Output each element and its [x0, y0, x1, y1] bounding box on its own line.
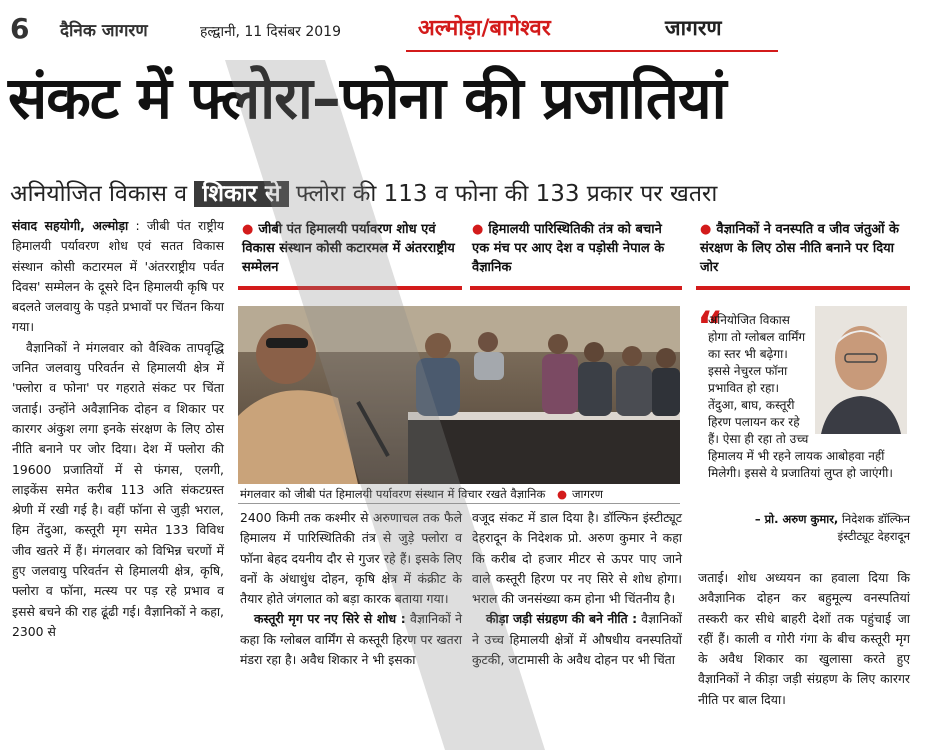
page-number: 6	[10, 12, 30, 45]
col4-paragraph-1: जताई। शोध अध्ययन का हवाला दिया कि अवैज्ञानिक दोहन कर बहुमूल्य वनस्पतियां तस्करी कर सीधे बाहरी देशों तक पहुंचाई जा रहीं हैं। काली व गोरी गंगा के बीच कस्तूरी मृग के अवैध शिकार का खुलासा करते हुए वैज्ञानिकों ने कीड़ा जड़ी संग्रहण के लिए कारगर नीति पर बाल दिया।	[698, 570, 910, 707]
caption-divider	[238, 503, 680, 504]
col1-paragraph-1: जीबी पंत राष्ट्रीय हिमालयी पर्यावरण शोध एवं सतत विकास संस्थान कोसी कटारमल में 'अंतरराष्ट्रीय पर्वत दिवस' सम्मेलन के दूसरे दिन हिमालयी कृषि पर बदलते जलवायु के पड़ते प्रभावों पर चिंतन किया गया।	[12, 218, 224, 335]
quote-float-spacer	[812, 312, 908, 432]
subheadline-before: अनियोजित विकास व	[10, 181, 195, 207]
conference-photo-illustration	[238, 306, 680, 484]
edition-underline	[406, 50, 778, 52]
photo-caption-text: मंगलवार को जीबी पंत हिमालयी पर्यावरण संस्थान में विचार रखते वैज्ञानिक	[240, 487, 546, 501]
edition-brand: जागरण	[665, 16, 722, 40]
col3-paragraph-1: वजूद संकट में डाल दिया है। डॉल्फिन इंस्टीट्यूट देहरादून के निदेशक प्रो. अरुण कुमार ने कहा कि करीब दो हजार मीटर से ऊपर पाए जाने वाले कस्तूरी हिरण पर नए सिरे से शोध होगा। भराल की जनसंख्या कम होना भी चिंतनीय है।	[472, 510, 682, 607]
pull-quote-text: अनियोजित विकास होगा तो ग्लोबल वार्मिंग का स्तर भी बढ़ेगा। इससे नेचुरल फॉना प्रभावित हो रहा। तेंदुआ, बाघ, कस्तूरी हिरण पलायन कर रहे हैं। ऐसा ही रहा तो उच्च हिमालय में भी रहने लायक आबोहवा नहीं मिलेगी। इससे ये प्रजातियां लुप्त हो जाएंगी।	[708, 312, 908, 482]
quote-attribution	[720, 511, 910, 545]
highlight-1: ● जीबी पंत हिमालयी पर्यावरण शोध एवं विकास संस्थान कोसी कटारमल में अंतरराष्ट्रीय सम्मेलन	[242, 222, 455, 275]
bullet-icon: ●	[242, 222, 254, 237]
headline: संकट में फ्लोरा–फोना की प्रजातियां	[8, 64, 726, 132]
column-3	[472, 508, 682, 670]
attribution-name: – प्रो. अरुण कुमार,	[754, 512, 839, 526]
column-2	[240, 508, 462, 670]
photo-caption	[240, 487, 680, 502]
paper-name: दैनिक जागरण	[60, 21, 148, 41]
col3-subhead: कीड़ा जड़ी संग्रहण की बने नीति :	[486, 611, 638, 627]
highlight-3: ● वैज्ञानिकों ने वनस्पति व जीव जंतुओं के संरक्षण के लिए ठोस नीति बनाने पर दिया जोर	[700, 222, 900, 275]
photo-credit: जागरण	[571, 487, 603, 501]
highlight-2-bar	[470, 286, 682, 290]
subheadline	[10, 176, 717, 208]
highlight-2: ● हिमालयी पारिस्थितिकी तंत्र को बचाने एक मंच पर आए देश व पड़ोसी नेपाल के वैज्ञानिक	[472, 222, 665, 275]
column-4	[698, 568, 910, 710]
col2-subhead: कस्तूरी मृग पर नए सिरे से शोध :	[254, 611, 406, 627]
attribution-title: निदेशक डॉल्फिन इंस्टीट्यूट देहरादून	[837, 512, 910, 543]
edition-title: अल्मोड़ा/बागेश्वर	[418, 16, 551, 41]
byline: संवाद सहयोगी, अल्मोड़ा	[12, 218, 129, 233]
highlight-1-bar	[238, 286, 462, 290]
pull-quote	[708, 312, 908, 482]
subheadline-boxed: शिकार से	[194, 181, 288, 207]
bullet-icon: ●	[700, 222, 712, 237]
col2-paragraph-1: 2400 किमी तक कश्मीर से अरुणाचल तक फैले हिमालय में पारिस्थितिकी तंत्र से जुड़े फ्लोरा व फॉना बेहद दयनीय दौर से गुजर रहे हैं। इसके लिए वनों के अंधाधुंध दोहन, कृषि क्षेत्र में कंक्रीट के तैयार होते जंगलात को बड़ा कारक बताया गया।	[240, 510, 462, 607]
highlight-3-bar	[696, 286, 910, 290]
bullet-icon: ●	[472, 222, 484, 237]
col2-paragraph-2: वैज्ञानिकों ने कहा कि ग्लोबल वार्मिंग से कस्तूरी हिरण पर खतरा मंडरा रहा है। अवैध शिकार ने भी इसका	[240, 611, 462, 668]
col3-paragraph-2: वैज्ञानिकों ने उच्च हिमालयी क्षेत्रों में औषधीय वनस्पतियों कुटकी, जटामासी के अवैध दोहन पर भी चिंता	[472, 611, 682, 668]
caption-bullet-icon: ●	[556, 487, 567, 501]
quote-mark-icon: “	[697, 304, 724, 350]
conference-photo	[238, 306, 680, 484]
column-1: संवाद सहयोगी, अल्मोड़ा : जीबी पंत राष्ट्रीय हिमालयी पर्यावरण शोध एवं सतत विकास संस्थान कोसी कटारमल में 'अंतरराष्ट्रीय पर्वत दिवस' सम्मेलन के दूसरे दिन हिमालयी कृषि पर बदलते जलवायु के पड़ते प्रभावों पर चिंतन किया गया। वैज्ञानिकों ने मंगलवार को वैश्विक तापवृद्धि जनित जलवायु परिवर्तन से हिमालयी क्षेत्र में 'फ्लोरा व फोना' पर गहराते संकट पर चिंता जताई। उन्होंने अवैज्ञानिक दोहन व शिकार पर कारगर अंकुश लगा इनके संरक्षण के लिए ठोस नीति बनाने पर जोर दिया। देश में फ्लोरा की 19600 प्रजातियों में से फंगस, एलगी, लाइकेंस समेत करीब 113 अति संकटग्रस्त श्रेणी में रखी गई है। वहीं फॉना से जुड़ी भराल, हिम तेंदुआ, कस्तूरी मृग समेत 133 विविध जीव खतरे में हैं। मंगलवार को विभिन्न चरणों में हुए जलवायु परिवर्तन से हिमालयी क्षेत्र, कृषि, फ्लोरा व फॉना, मत्स्य पर पड़ रहे प्रभाव व इससे बचने की राह ढूंढी गई। वैज्ञानिकों ने कहा, 2300 से	[12, 216, 224, 642]
subheadline-after: फ्लोरा की 113 व फोना की 133 प्रकार पर खतरा	[288, 181, 718, 207]
col1-paragraph-2: वैज्ञानिकों ने मंगलवार को वैश्विक तापवृद्धि जनित जलवायु परिवर्तन से हिमालयी क्षेत्र में 'फ्लोरा व फोना' पर गहराते संकट पर चिंता जताई। उन्होंने अवैज्ञानिक दोहन व शिकार पर कारगर अंकुश लगा इनके संरक्षण के लिए ठोस नीति बनाने पर जोर दिया। देश में फ्लोरा की 19600 प्रजातियों में से फंगस, एलगी, लाइकेंस समेत करीब 113 अति संकटग्रस्त श्रेणी में रखी गई है। वहीं फॉना से जुड़ी भराल, हिम तेंदुआ, कस्तूरी मृग समेत 133 विविध जीव खतरे में हैं। मंगलवार को विभिन्न चरणों में हुए जलवायु परिवर्तन से हिमालयी क्षेत्र, कृषि, फ्लोरा व फॉना, मत्स्य पर पड़ रहे प्रभाव व इससे बचने की राह ढूंढी गई। वैज्ञानिकों ने कहा, 2300 से	[12, 339, 224, 639]
dateline: हल्द्वानी, 11 दिसंबर 2019	[200, 24, 341, 40]
